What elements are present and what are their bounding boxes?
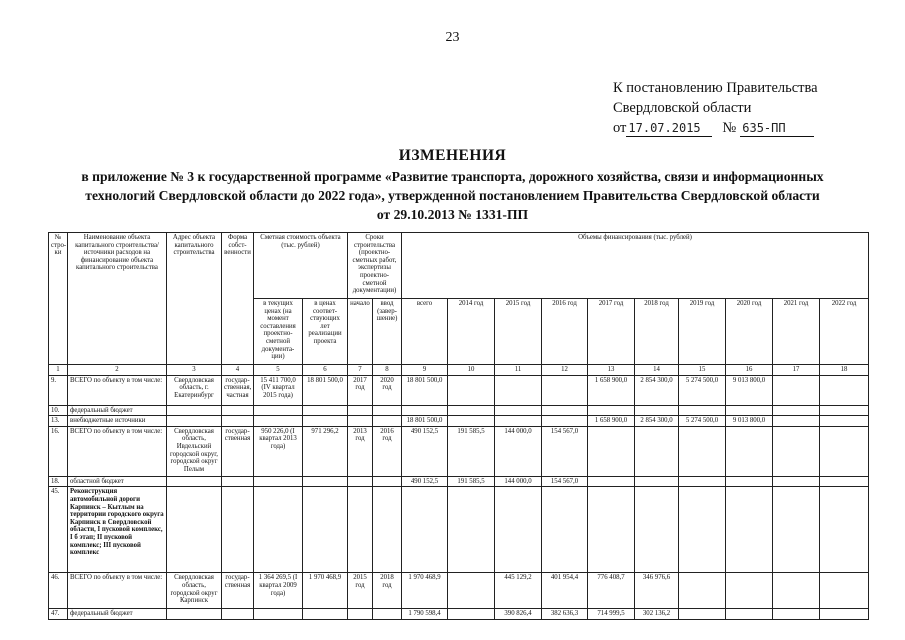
- table-cell: [495, 487, 542, 573]
- table-cell: 2 854 300,0: [635, 375, 679, 405]
- table-cell: 1 658 900,0: [588, 416, 635, 427]
- column-number: 2: [68, 365, 167, 376]
- header-total: всего: [402, 299, 448, 365]
- row-number-cell: 18.: [49, 476, 68, 487]
- table-cell: [348, 405, 373, 416]
- table-cell: [679, 487, 726, 573]
- object-name-cell: внебюджетные источники: [68, 416, 167, 427]
- column-number: 7: [348, 365, 373, 376]
- table-cell: 2016 год: [373, 426, 402, 476]
- table-cell: 191 585,5: [448, 426, 495, 476]
- table-cell: 154 567,0: [542, 426, 588, 476]
- column-number: 16: [726, 365, 773, 376]
- table-cell: [542, 416, 588, 427]
- table-cell: [373, 405, 402, 416]
- table-cell: [635, 405, 679, 416]
- table-cell: [773, 416, 820, 427]
- table-cell: Свердловская область, Ивдельский городской округ, городской округ Пелым: [167, 426, 222, 476]
- appendix-line-2: Свердловской области: [613, 100, 752, 116]
- table-cell: [773, 426, 820, 476]
- table-cell: Свердловская область, г. Екатеринбург: [167, 375, 222, 405]
- column-number: 13: [588, 365, 635, 376]
- header-year: 2020 год: [726, 299, 773, 365]
- header-year: 2018 год: [635, 299, 679, 365]
- table-cell: 1 970 468,9: [402, 573, 448, 609]
- object-name-cell: ВСЕГО по объекту в том числе:: [68, 375, 167, 405]
- table-cell: 2 854 300,0: [635, 416, 679, 427]
- table-cell: 950 226,0 (I квартал 2013 года): [254, 426, 303, 476]
- decree-number: 635-ПП: [740, 121, 814, 137]
- column-number: 6: [303, 365, 348, 376]
- table-cell: [348, 487, 373, 573]
- table-cell: 390 826,4: [495, 609, 542, 620]
- header-current-prices: в текущих ценах (на момент составления проектно-сметной документа-ции): [254, 299, 303, 365]
- table-cell: [254, 416, 303, 427]
- table-cell: 144 000,0: [495, 426, 542, 476]
- table-row: [49, 426, 869, 476]
- table-cell: [167, 405, 222, 416]
- table-cell: [448, 405, 495, 416]
- table-cell: [448, 375, 495, 405]
- table-cell: 2017 год: [348, 375, 373, 405]
- header-row-no: № стро-ки: [49, 233, 68, 365]
- table-cell: 971 296,2: [303, 426, 348, 476]
- table-cell: [167, 609, 222, 620]
- table-cell: [303, 487, 348, 573]
- table-cell: [254, 609, 303, 620]
- table-cell: [303, 609, 348, 620]
- table-cell: [348, 416, 373, 427]
- table-cell: [679, 476, 726, 487]
- table-cell: [402, 405, 448, 416]
- column-number: 8: [373, 365, 402, 376]
- table-cell: [726, 487, 773, 573]
- date-prefix: от: [613, 120, 627, 136]
- table-cell: [773, 375, 820, 405]
- table-cell: 401 954,4: [542, 573, 588, 609]
- table-cell: [373, 487, 402, 573]
- column-number: 1: [49, 365, 68, 376]
- table-cell: [373, 476, 402, 487]
- header-corresponding-prices: в ценах соответ-ствующих лет реализации проекта: [303, 299, 348, 365]
- table-cell: 1 970 468,9: [303, 573, 348, 609]
- table-cell: [495, 375, 542, 405]
- header-estimate: Сметная стоимость объекта (тыс. рублей): [254, 233, 348, 299]
- column-number: 10: [448, 365, 495, 376]
- object-name-cell: ВСЕГО по объекту в том числе:: [68, 426, 167, 476]
- table-cell: 5 274 500,0: [679, 375, 726, 405]
- table-cell: [373, 416, 402, 427]
- table-cell: 490 152,5: [402, 426, 448, 476]
- table-cell: [635, 476, 679, 487]
- column-number: 18: [820, 365, 869, 376]
- column-number: 11: [495, 365, 542, 376]
- document-subtitle: в приложение № 3 к государственной программе «Развитие транспорта, дорожного хозяйства, связи и информационных технологий Свердловской области до 2022 года», утвержденной постановлением Правительства Свердловской области от 29.10.2013 № 1331-ПП: [81, 169, 824, 222]
- table-cell: 2020 год: [373, 375, 402, 405]
- table-cell: [679, 573, 726, 609]
- table-cell: 2018 год: [373, 573, 402, 609]
- table-cell: [348, 476, 373, 487]
- table-cell: [726, 426, 773, 476]
- row-number-cell: 16.: [49, 426, 68, 476]
- table-cell: государ-ственная, частная: [222, 375, 254, 405]
- row-number-cell: 13.: [49, 416, 68, 427]
- table-cell: [222, 487, 254, 573]
- table-cell: [820, 375, 869, 405]
- header-row-1: [49, 233, 869, 299]
- table-cell: [167, 476, 222, 487]
- header-address: Адрес объекта капитального строительства: [167, 233, 222, 365]
- appendix-date-line: [613, 118, 818, 138]
- table-cell: [635, 426, 679, 476]
- header-commissioning: ввод (завер-шение): [373, 299, 402, 365]
- table-row: [49, 405, 869, 416]
- table-cell: [820, 609, 869, 620]
- table-cell: 9 013 800,0: [726, 416, 773, 427]
- table-cell: [773, 573, 820, 609]
- table-cell: 776 408,7: [588, 573, 635, 609]
- column-number: 9: [402, 365, 448, 376]
- table-cell: [542, 405, 588, 416]
- appendix-line-1: К постановлению Правительства: [613, 80, 818, 96]
- table-cell: [820, 573, 869, 609]
- header-object-name: Наименование объекта капитального строительства/ источники расходов на финансирование объекта капитального строительства: [68, 233, 167, 365]
- table-cell: [726, 476, 773, 487]
- table-cell: 191 585,5: [448, 476, 495, 487]
- table-cell: 346 976,6: [635, 573, 679, 609]
- header-year: 2017 год: [588, 299, 635, 365]
- table-cell: [167, 487, 222, 573]
- table-row: [49, 416, 869, 427]
- table-cell: [254, 487, 303, 573]
- table-cell: 2013 год: [348, 426, 373, 476]
- table-cell: 15 411 700,0 (IV квартал 2015 года): [254, 375, 303, 405]
- table-cell: государ-ственная: [222, 573, 254, 609]
- header-year: 2022 год: [820, 299, 869, 365]
- table-cell: 1 364 269,5 (I квартал 2009 года): [254, 573, 303, 609]
- table-cell: [726, 405, 773, 416]
- financing-table: [48, 232, 869, 620]
- table-cell: [820, 476, 869, 487]
- table-cell: 18 801 500,0: [402, 375, 448, 405]
- table-cell: [222, 609, 254, 620]
- table-cell: [726, 609, 773, 620]
- table-cell: [726, 573, 773, 609]
- header-ownership: Форма собст-венности: [222, 233, 254, 365]
- table-cell: [495, 416, 542, 427]
- table-cell: [542, 487, 588, 573]
- column-number: 14: [635, 365, 679, 376]
- table-cell: [820, 426, 869, 476]
- table-cell: [588, 405, 635, 416]
- column-number-row: [49, 365, 869, 376]
- object-name-cell: федеральный бюджет: [68, 405, 167, 416]
- appendix-block: [613, 78, 818, 138]
- row-number-cell: 9.: [49, 375, 68, 405]
- table-cell: [588, 426, 635, 476]
- table-cell: 1 790 598,4: [402, 609, 448, 620]
- header-terms: Сроки строительства (проектно-сметных работ, экспертизы проектно-сметной документации): [348, 233, 402, 299]
- header-start: начало: [348, 299, 373, 365]
- table-cell: [679, 405, 726, 416]
- table-cell: 1 658 900,0: [588, 375, 635, 405]
- table-row: [49, 487, 869, 573]
- table-cell: [303, 405, 348, 416]
- table-cell: [254, 476, 303, 487]
- object-name-cell: федеральный бюджет: [68, 609, 167, 620]
- table-cell: [773, 476, 820, 487]
- table-cell: [495, 405, 542, 416]
- row-number-cell: 47.: [49, 609, 68, 620]
- table-cell: [448, 416, 495, 427]
- table-cell: [820, 405, 869, 416]
- table-cell: [820, 487, 869, 573]
- header-year: 2015 год: [495, 299, 542, 365]
- table-cell: [167, 416, 222, 427]
- table-cell: [820, 416, 869, 427]
- header-volumes: Объемы финансирования (тыс. рублей): [402, 233, 869, 299]
- table-cell: [542, 375, 588, 405]
- table-row: [49, 573, 869, 609]
- header-year: 2016 год: [542, 299, 588, 365]
- table-cell: [448, 609, 495, 620]
- table-cell: 490 152,5: [402, 476, 448, 487]
- table-cell: 18 801 500,0: [303, 375, 348, 405]
- table-cell: [373, 609, 402, 620]
- table-cell: 382 636,3: [542, 609, 588, 620]
- table-cell: 5 274 500,0: [679, 416, 726, 427]
- table-cell: Свердловская область, городской округ Карпинск: [167, 573, 222, 609]
- row-number-cell: 46.: [49, 573, 68, 609]
- table-cell: [448, 487, 495, 573]
- column-number: 4: [222, 365, 254, 376]
- table-cell: 2015 год: [348, 573, 373, 609]
- table-cell: [773, 405, 820, 416]
- table-cell: [635, 487, 679, 573]
- table-cell: [679, 426, 726, 476]
- table-cell: [773, 487, 820, 573]
- table-cell: 18 801 500,0: [402, 416, 448, 427]
- object-name-cell: ВСЕГО по объекту в том числе:: [68, 573, 167, 609]
- table-cell: [679, 609, 726, 620]
- table-row: [49, 375, 869, 405]
- object-name-cell: Реконструкция автомобильной дороги Карпинск – Кытлым на территории городского округа Карпинск в Свердловской области, I пусковой комплекс, I б этап; II пусковой комплекс; III пусковой комплекс: [68, 487, 167, 573]
- table-cell: [222, 405, 254, 416]
- table-cell: [588, 476, 635, 487]
- column-number: 12: [542, 365, 588, 376]
- table-cell: государ-ственная: [222, 426, 254, 476]
- table-cell: [222, 416, 254, 427]
- table-cell: [588, 487, 635, 573]
- table-cell: [348, 609, 373, 620]
- column-number: 15: [679, 365, 726, 376]
- table-cell: 154 567,0: [542, 476, 588, 487]
- table-row: [49, 609, 869, 620]
- column-number: 5: [254, 365, 303, 376]
- table-cell: 714 999,5: [588, 609, 635, 620]
- header-year: 2021 год: [773, 299, 820, 365]
- table-cell: [254, 405, 303, 416]
- table-cell: [402, 487, 448, 573]
- table-cell: [222, 476, 254, 487]
- column-number: 17: [773, 365, 820, 376]
- table-cell: [303, 416, 348, 427]
- table-cell: 9 013 800,0: [726, 375, 773, 405]
- column-number: 3: [167, 365, 222, 376]
- table-cell: 445 129,2: [495, 573, 542, 609]
- number-prefix: №: [722, 120, 737, 136]
- document-title: ИЗМЕНЕНИЯ: [398, 147, 507, 164]
- table-cell: 302 136,2: [635, 609, 679, 620]
- page-number: 23: [445, 30, 460, 45]
- header-year: 2014 год: [448, 299, 495, 365]
- row-number-cell: 10.: [49, 405, 68, 416]
- table-cell: [303, 476, 348, 487]
- table-cell: [448, 573, 495, 609]
- object-name-cell: областной бюджет: [68, 476, 167, 487]
- table-row: [49, 476, 869, 487]
- decree-date: 17.07.2015: [626, 121, 712, 137]
- table-cell: [773, 609, 820, 620]
- header-year: 2019 год: [679, 299, 726, 365]
- row-number-cell: 45.: [49, 487, 68, 573]
- table-cell: 144 000,0: [495, 476, 542, 487]
